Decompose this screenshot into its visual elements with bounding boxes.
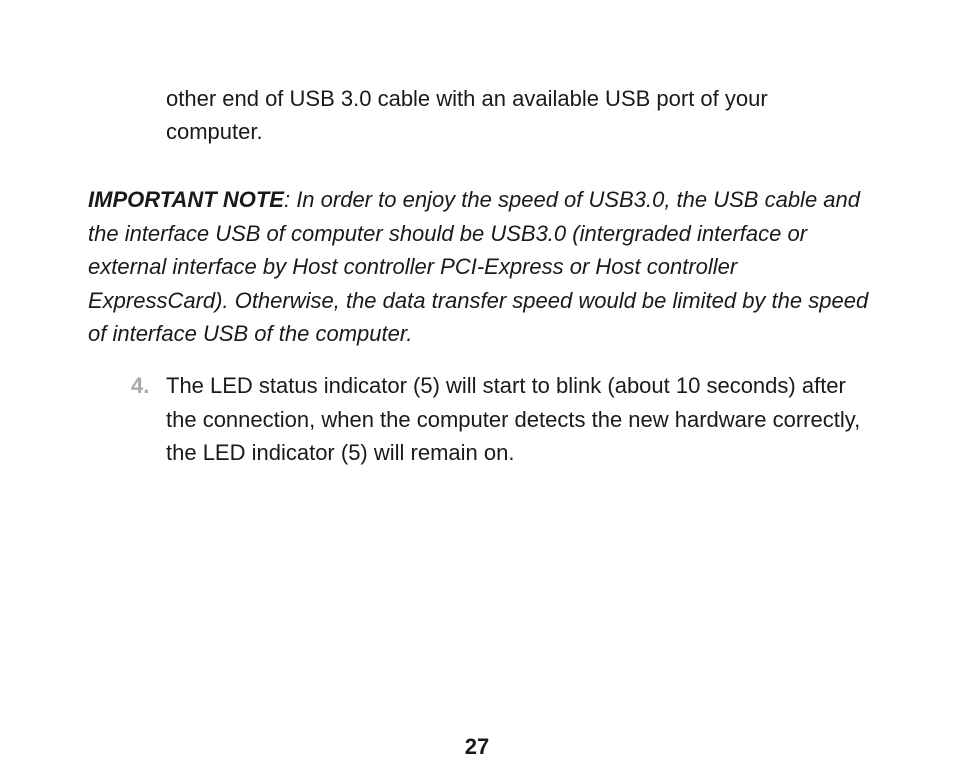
important-note-text: : In order to enjoy the speed of USB3.0, the USB cable and the interface USB of computer should be USB3.0 (intergraded interface or external interface by Host controller PCI-Express or Host controller ExpressCard). Otherwise, the data transfer speed would be limited by the speed of interface USB of the computer. [88,187,869,347]
important-note [88,183,878,351]
page-number: 27 [464,734,490,759]
continuation-paragraph: other end of USB 3.0 cable with an available USB port of your computer. [166,86,768,144]
step-number: 4. [131,373,150,398]
step-text: The LED status indicator (5) will start to blink (about 10 seconds) after the connection, when the computer detects the new hardware correctly, the LED indicator (5) will remain on. [166,373,861,466]
important-note-label: IMPORTANT NOTE [88,187,284,212]
